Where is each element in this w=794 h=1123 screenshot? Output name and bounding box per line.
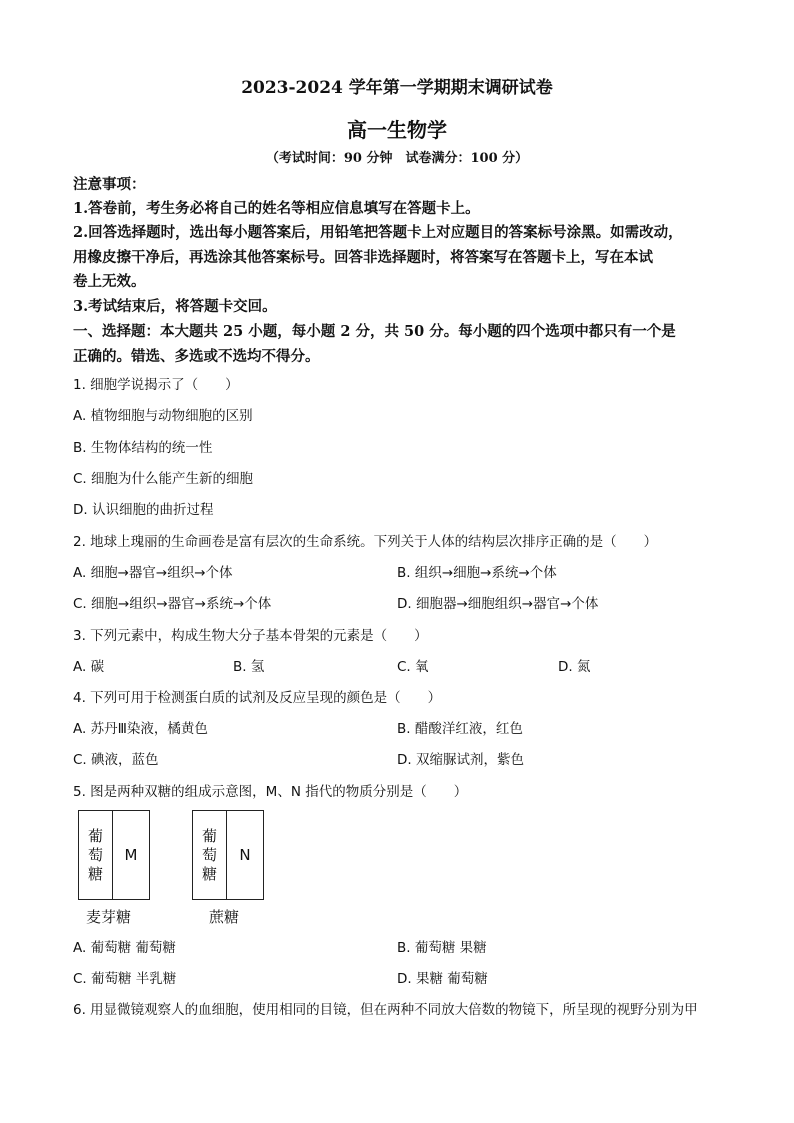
note-item-2-line-2: 用橡皮擦干净后，再选涂其他答案标号。回答非选择题时，将答案写在答题卡上，写在本试 — [73, 249, 653, 266]
note-item-2-line-1: 2.回答选择题时，选出每小题答案后，用铅笔把答题卡上对应题目的答案标号涂黑。如需改动， — [73, 224, 683, 241]
note-item-3: 3.考试结束后，将答题卡交回。 — [73, 298, 277, 315]
sucrose-label: 蔗糖 — [209, 908, 240, 926]
maltose-glucose-cell — [79, 811, 113, 899]
question-2-option-b: B. 组织→细胞→系统→个体 — [397, 565, 557, 581]
exam-info: （考试时间：90 分钟 试卷满分：100 分） — [265, 151, 529, 166]
maltose-glucose-text: 葡萄糖 — [87, 826, 103, 883]
sucrose-glucose-text: 葡萄糖 — [201, 826, 217, 883]
question-4-stem: 4. 下列可用于检测蛋白质的试剂及反应呈现的颜色是（ ） — [73, 690, 442, 706]
sucrose-diagram — [192, 810, 264, 900]
notes-heading: 注意事项： — [73, 176, 146, 193]
question-1-option-b: B. 生物体结构的统一性 — [73, 440, 213, 456]
question-1-option-c: C. 细胞为什么能产生新的细胞 — [73, 471, 254, 487]
note-item-1: 1.答卷前，考生务必将自己的姓名等相应信息填写在答题卡上。 — [73, 200, 480, 217]
question-3-option-d: D. 氮 — [558, 659, 591, 675]
question-2-option-c: C. 细胞→组织→器官→系统→个体 — [73, 596, 272, 612]
section-1-heading-line-1: 一、选择题：本大题共 25 小题，每小题 2 分，共 50 分。每小题的四个选项中都只有一个是 — [73, 323, 676, 340]
sucrose-glucose-cell — [193, 811, 227, 899]
section-1-heading-line-2: 正确的。错选、多选或不选均不得分。 — [73, 348, 320, 365]
maltose-label: 麦芽糖 — [86, 908, 132, 926]
question-3-option-c: C. 氧 — [397, 659, 429, 675]
sucrose-n-cell: N — [239, 846, 251, 864]
question-3-stem: 3. 下列元素中，构成生物大分子基本骨架的元素是（ ） — [73, 628, 428, 644]
maltose-m-cell: M — [124, 846, 138, 864]
question-5-option-b: B. 葡萄糖 果糖 — [397, 940, 487, 956]
question-1-option-d: D. 认识细胞的曲折过程 — [73, 502, 214, 518]
question-4-option-d: D. 双缩脲试剂，紫色 — [397, 752, 524, 768]
question-5-option-c: C. 葡萄糖 半乳糖 — [73, 971, 177, 987]
question-3-option-b: B. 氢 — [233, 659, 265, 675]
question-1-stem: 1. 细胞学说揭示了（ ） — [73, 377, 239, 393]
question-1-option-a: A. 植物细胞与动物细胞的区别 — [73, 408, 253, 424]
question-4-option-c: C. 碘液，蓝色 — [73, 752, 159, 768]
question-3-option-a: A. 碳 — [73, 659, 105, 675]
question-2-stem: 2. 地球上瑰丽的生命画卷是富有层次的生命系统。下列关于人体的结构层次排序正确的是（ ） — [73, 534, 658, 550]
question-4-option-a: A. 苏丹Ⅲ染液，橘黄色 — [73, 721, 208, 737]
question-2-option-a: A. 细胞→器官→组织→个体 — [73, 565, 233, 581]
question-5-stem: 5. 图是两种双糖的组成示意图，M、N 指代的物质分别是（ ） — [73, 784, 468, 800]
question-5-option-d: D. 果糖 葡萄糖 — [397, 971, 488, 987]
subject-title: 高一生物学 — [347, 118, 447, 142]
note-item-2-line-3: 卷上无效。 — [73, 273, 146, 290]
maltose-diagram — [78, 810, 150, 900]
question-5-option-a: A. 葡萄糖 葡萄糖 — [73, 940, 176, 956]
exam-title: 2023-2024 学年第一学期期末调研试卷 — [241, 78, 553, 98]
question-4-option-b: B. 醋酸洋红液，红色 — [397, 721, 523, 737]
question-2-option-d: D. 细胞器→细胞组织→器官→个体 — [397, 596, 599, 612]
question-6-stem: 6. 用显微镜观察人的血细胞，使用相同的目镜，但在两种不同放大倍数的物镜下，所呈现的视野分别为甲 — [73, 1002, 698, 1018]
